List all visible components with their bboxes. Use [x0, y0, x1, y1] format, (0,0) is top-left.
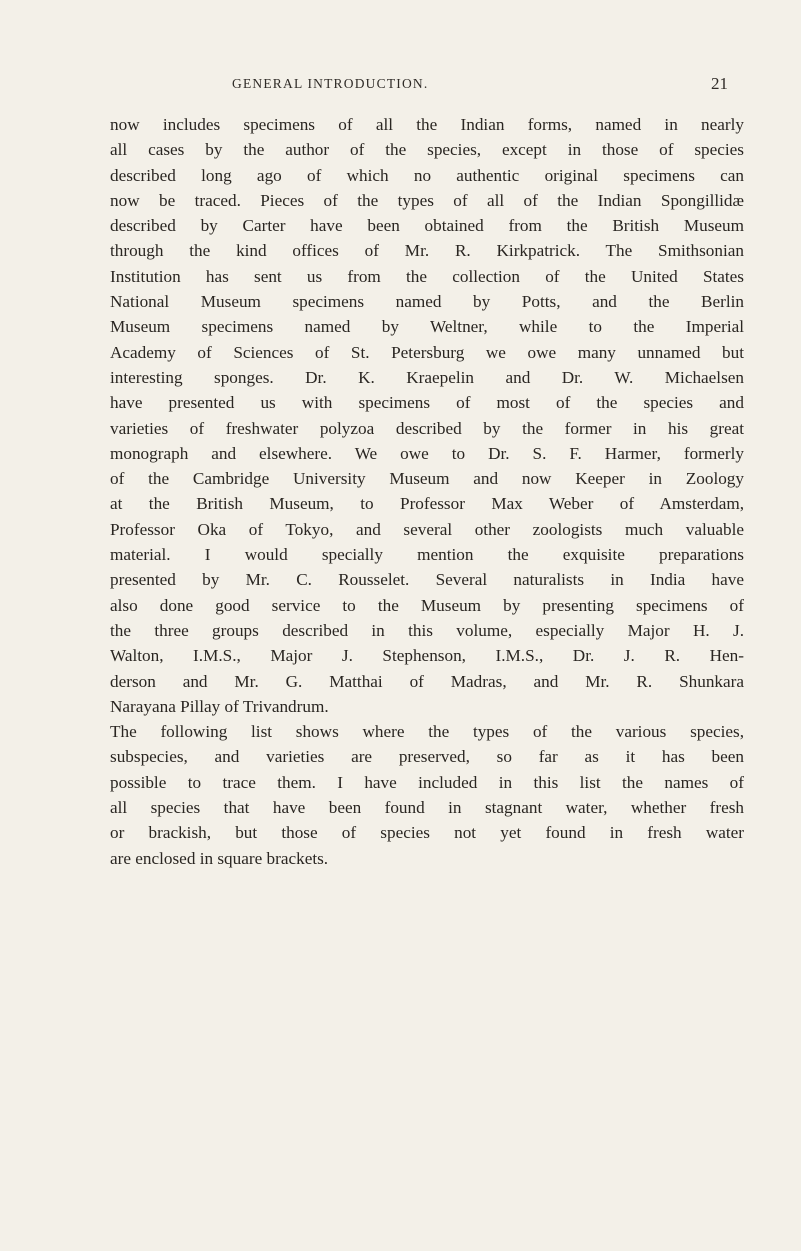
- text-line: Museum specimens named by Weltner, while to the Imperial: [110, 317, 744, 337]
- text-line: have presented us with specimens of most of the species and: [110, 393, 744, 413]
- text-line: subspecies, and varieties are preserved, so far as it has been: [110, 747, 744, 767]
- text-line: possible to trace them. I have included in this list the names of: [110, 772, 744, 792]
- text-line: varieties of freshwater polyzoa described by the former in his great: [110, 418, 744, 438]
- text-line: material. I would specially mention the exquisite preparations: [110, 545, 744, 565]
- text-line: all cases by the author of the species, except in those of species: [110, 140, 744, 160]
- text-line: all species that have been found in stagnant water, whether fresh: [110, 798, 744, 818]
- text-line: presented by Mr. C. Rousselet. Several naturalists in India have: [110, 570, 744, 590]
- text-line: Institution has sent us from the collection of the United States: [110, 266, 744, 286]
- text-line: derson and Mr. G. Matthai of Madras, and Mr. R. Shunkara: [110, 671, 744, 691]
- text-line: the three groups described in this volume, especially Major H. J.: [110, 620, 744, 640]
- text-line: Walton, I.M.S., Major J. Stephenson, I.M.S., Dr. J. R. Hen-: [110, 646, 744, 666]
- text-line: interesting sponges. Dr. K. Kraepelin and Dr. W. Michaelsen: [110, 367, 744, 387]
- text-line: Academy of Sciences of St. Petersburg we owe many unnamed but: [110, 342, 744, 362]
- text-line: The following list shows where the types of the various species,: [110, 722, 744, 742]
- text-line: described by Carter have been obtained from the British Museum: [110, 216, 744, 236]
- text-line: now includes specimens of all the Indian forms, named in nearly: [110, 115, 744, 134]
- text-line: are enclosed in square brackets.: [110, 848, 329, 868]
- text-line: also done good service to the Museum by presenting specimens of: [110, 595, 744, 615]
- text-line: monograph and elsewhere. We owe to Dr. S. F. Harmer, formerly: [110, 443, 744, 463]
- running-head: GENERAL INTRODUCTION.: [232, 76, 429, 91]
- text-line: Narayana Pillay of Trivandrum.: [110, 696, 329, 716]
- page-number: 21: [711, 74, 728, 93]
- text-line: or brackish, but those of species not yet found in fresh water: [110, 823, 744, 843]
- text-line: now be traced. Pieces of the types of all of the Indian Spongillidæ: [110, 190, 744, 210]
- text-line: of the Cambridge University Museum and now Keeper in Zoology: [110, 469, 744, 489]
- text-line: Professor Oka of Tokyo, and several other zoologists much valuable: [110, 519, 744, 539]
- text-line: through the kind offices of Mr. R. Kirkpatrick. The Smithsonian: [110, 241, 744, 261]
- text-line: National Museum specimens named by Potts, and the Berlin: [110, 292, 744, 312]
- text-line: described long ago of which no authentic original specimens can: [110, 165, 744, 185]
- body-text: [110, 112, 744, 871]
- text-line: at the British Museum, to Professor Max Weber of Amsterdam,: [110, 494, 744, 514]
